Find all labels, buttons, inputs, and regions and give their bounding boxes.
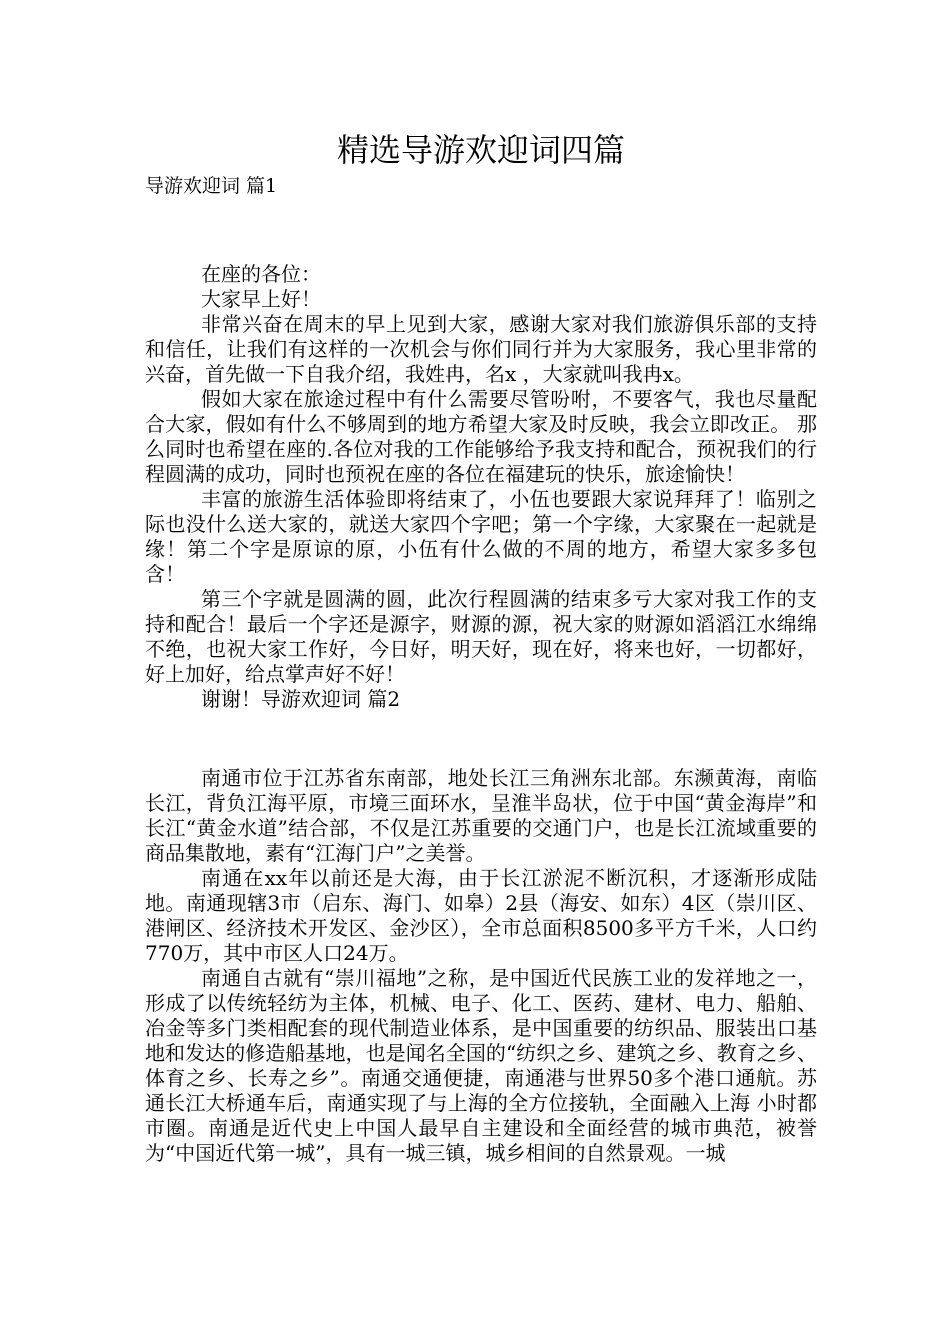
paragraph: 南通自古就有“崇川福地”之称，是中国近代民族工业的发祥地之一，形成了以传统轻纺为主体，机械、电子、化工、医药、建材、电力、船舶、冶金等多门类相配套的现代制造业体系，是中国重要的纺织品、服装出口基地和发达的修造船基地，也是闻名全国的“纺织之乡、建筑之乡、教育之乡、体育之乡、长寿之乡”。南通交通便捷，南通港与世界50多个港口通航。苏通长江大桥通车后，南通实现了与上海的全方位接轨，全面融入上海 小时都市圈。南通是近代史上中国人最早自主建设和全面经营的城市典范，被誉为“中国近代第一城”，具有一城三镇，城乡相间的自然景观。一城: [145, 966, 817, 1165]
paragraph: 南通在xx年以前还是大海，由于长江淤泥不断沉积，才逐渐形成陆地。南通现辖3市（启东、海门、如皋）2县（海安、如东）4区（崇川区、港闸区、经济技术开发区、金沙区），全市总面积8500多平方千米，人口约770万，其中市区人口24万。: [145, 866, 817, 965]
paragraph: 南通市位于江苏省东南部，地处长江三角洲东北部。东濒黄海，南临长江，背负江海平原，市境三面环水，呈淮半岛状，位于中国“黄金海岸”和长江“黄金水道”结合部，不仅是江苏重要的交通门户，也是长江流域重要的商品集散地，素有“江海门户”之美誉。: [145, 766, 817, 865]
paragraph: 非常兴奋在周末的早上见到大家，感谢大家对我们旅游俱乐部的支持和信任，让我们有这样的一次机会与你们同行并为大家服务，我心里非常的兴奋，首先做一下自我介绍，我姓冉，名x ，大家就叫我冉x。: [145, 312, 817, 386]
section1-body: [145, 262, 817, 712]
paragraph: 丰富的旅游生活体验即将结束了，小伍也要跟大家说拜拜了！临别之际也没什么送大家的，就送大家四个字吧；第一个字缘，大家聚在一起就是缘！第二个字是原谅的原，小伍有什么做的不周的地方，希望大家多多包含！: [145, 487, 817, 586]
paragraph: 谢谢！导游欢迎词 篇2: [201, 687, 401, 711]
paragraph: 假如大家在旅途过程中有什么需要尽管吩咐，不要客气，我也尽量配合大家，假如有什么不够周到的地方希望大家及时反映，我会立即改正。 那么同时也希望在座的.各位对我的工作能够给予我支持和配合，预祝我们的行程圆满的成功，同时也预祝在座的各位在福建玩的快乐，旅途愉快！: [145, 387, 817, 486]
spacer: [145, 712, 817, 766]
document-page: [145, 128, 817, 1166]
paragraph: 大家早上好！: [201, 287, 321, 311]
paragraph: 第三个字就是圆满的圆，此次行程圆满的结束多亏大家对我工作的支持和配合！最后一个字还是源字，财源的源，祝大家的财源如滔滔江水绵绵不绝，也祝大家工作好，今日好，明天好，现在好，将来也好，一切都好，好上加好，给点掌声好不好！: [145, 587, 817, 686]
spacer: [145, 200, 817, 262]
section2-body: [145, 766, 817, 1166]
document-title: 精选导游欢迎词四篇: [336, 131, 625, 169]
paragraph: 在座的各位：: [201, 262, 321, 286]
section1-heading: 导游欢迎词 篇1: [145, 175, 278, 197]
